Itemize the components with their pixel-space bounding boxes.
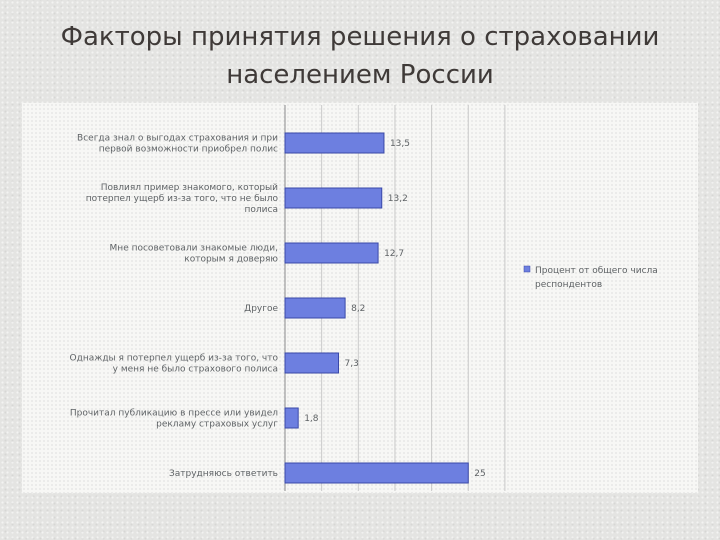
value-label: 8,2 [351, 304, 366, 314]
category-label: Затрудняюсь ответить [168, 469, 278, 479]
slide-title-line-2: населением России [226, 60, 494, 90]
slide-title [0, 18, 720, 94]
category-label: Всегда знал о выгодах страхования и при первой возможности приобрел полис [77, 133, 278, 155]
category-label: Однажды я потерпел ущерб из-за того, что у меня не было страхового полиса [69, 353, 278, 375]
bar-chart [22, 103, 698, 493]
value-label: 13,2 [387, 194, 408, 204]
legend-label: Процент от общего числа респондентов [535, 266, 658, 290]
chart-panel [22, 103, 698, 493]
value-label: 12,7 [384, 249, 405, 259]
bars [285, 133, 468, 483]
value-label: 1,8 [304, 414, 319, 424]
category-label: Мне посоветовали знакомые люди, которым я доверяю [109, 243, 278, 265]
slide-title-line-1: Факторы принятия решения о страховании [60, 22, 660, 52]
bar [285, 353, 339, 373]
category-label: Другое [244, 304, 278, 314]
value-label: 7,3 [344, 359, 359, 369]
bar [285, 298, 345, 318]
legend [524, 266, 658, 290]
bar [285, 408, 298, 428]
category-label: Повлиял пример знакомого, который потерпел ущерб из-за того, что не было полиса [85, 183, 278, 215]
legend-swatch [524, 266, 530, 272]
category-label: Прочитал публикацию в прессе или увидел рекламу страховых услуг [69, 408, 278, 430]
category-labels [70, 134, 279, 480]
bar [285, 463, 468, 483]
bar [285, 243, 378, 263]
bar [285, 133, 384, 153]
value-label: 25 [474, 469, 486, 479]
bar [285, 188, 382, 208]
value-label: 13,5 [389, 139, 411, 149]
